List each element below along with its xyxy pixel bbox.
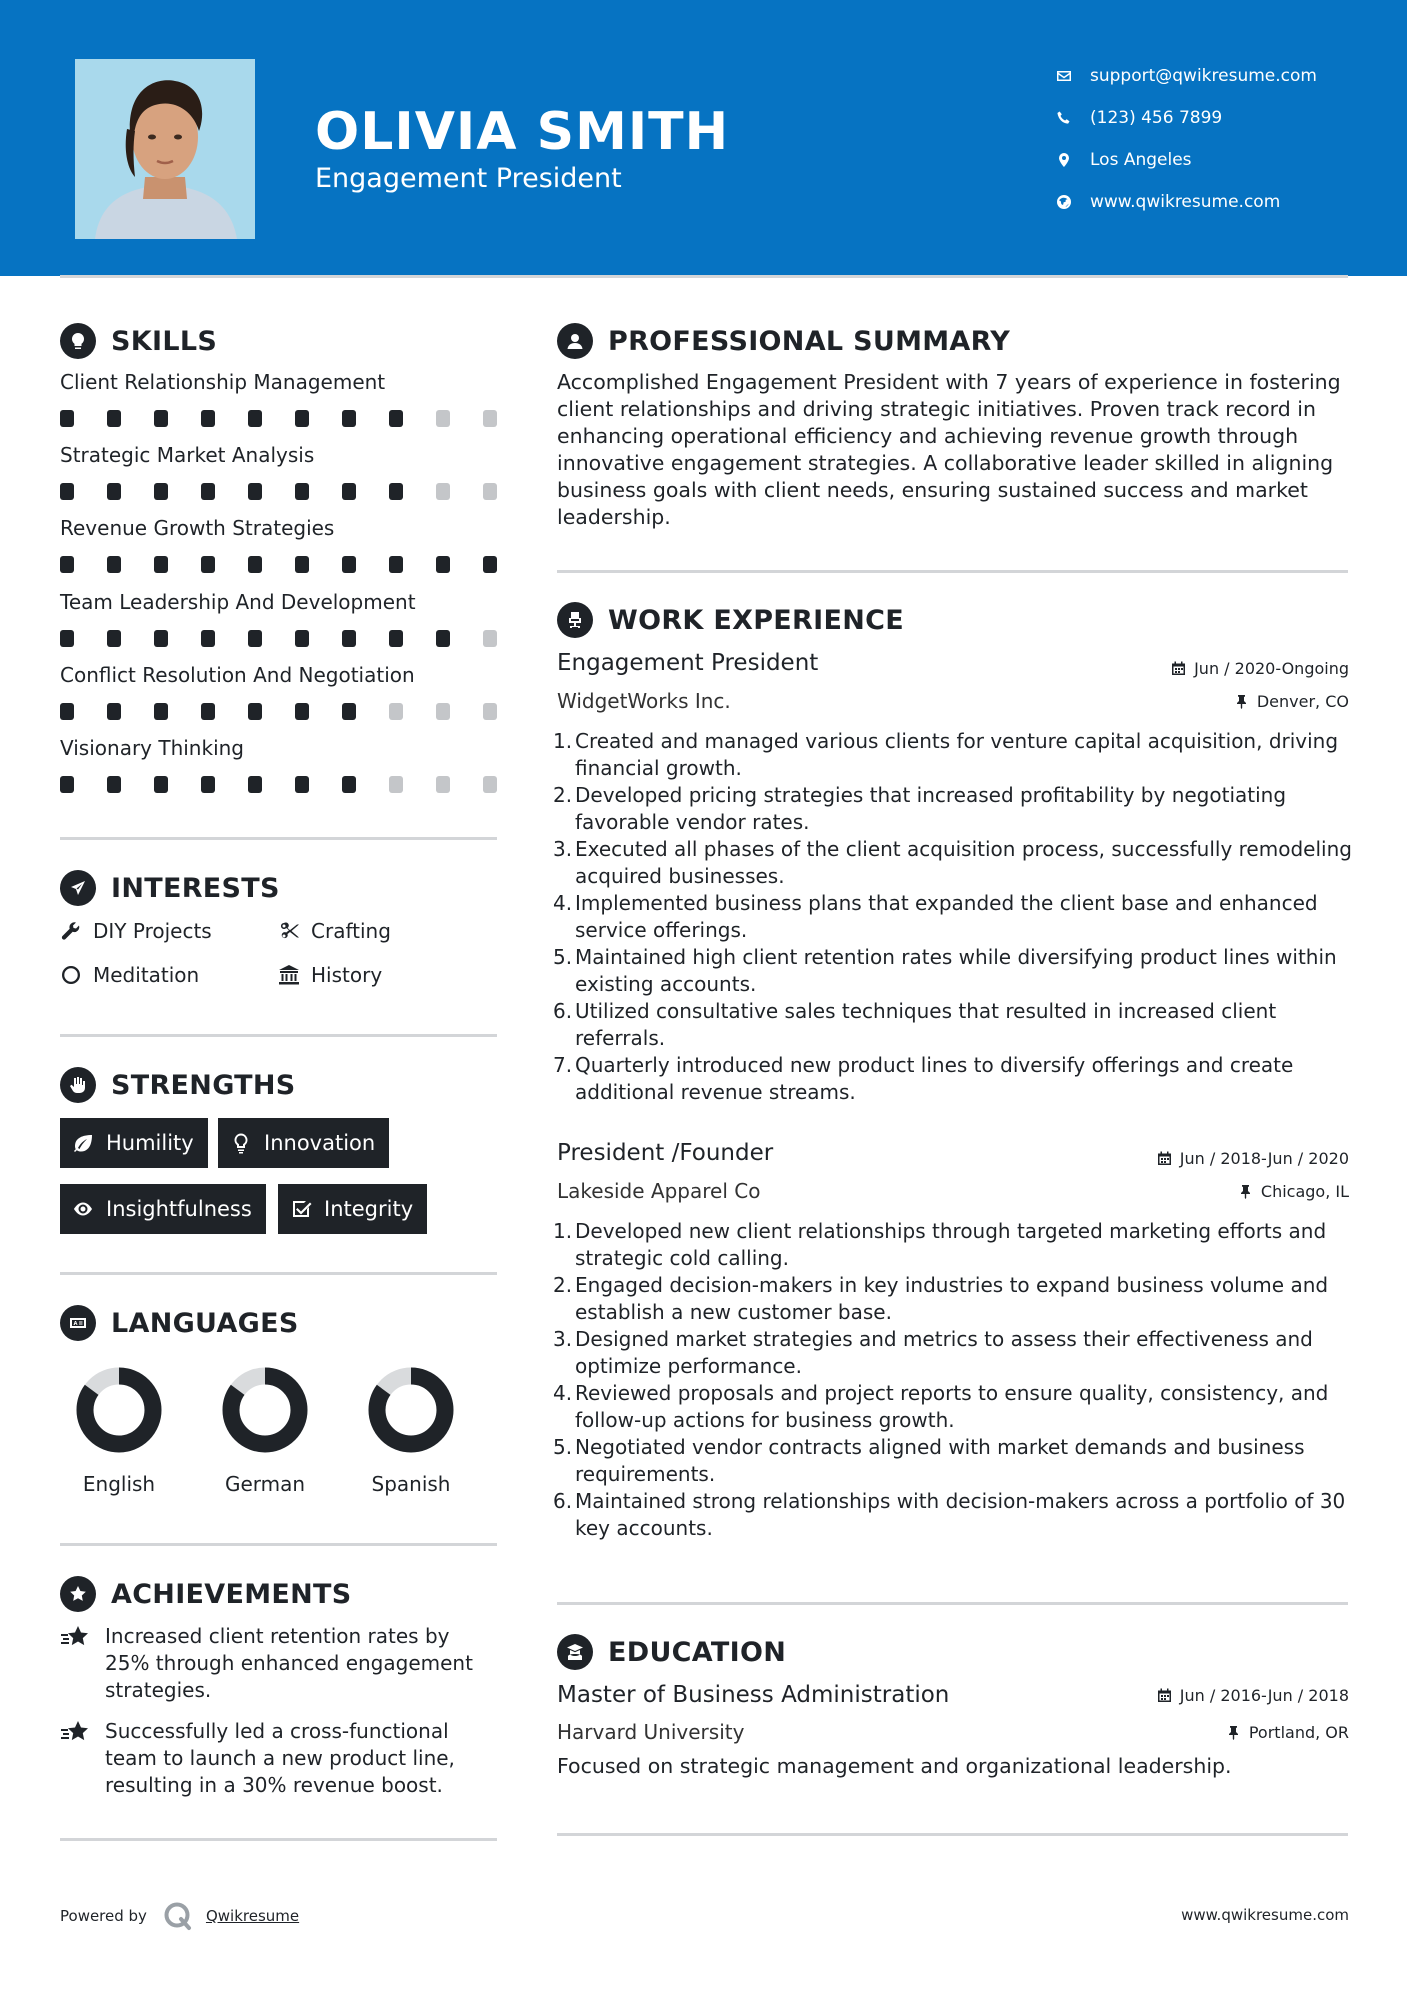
job-bullets xyxy=(553,1218,1353,1542)
contact-phone[interactable]: (123) 456 7899 xyxy=(1056,97,1386,139)
bullet-text: Utilized consultative sales techniques that resulted in increased client referrals. xyxy=(575,999,1277,1050)
language-proficiency-ring xyxy=(367,1366,455,1454)
rating-dot-filled xyxy=(60,703,74,720)
office-chair-icon xyxy=(557,602,593,638)
rating-dot-filled xyxy=(295,556,309,573)
rating-dot-filled xyxy=(295,703,309,720)
skill-item xyxy=(60,663,500,720)
bullet-number: 1. xyxy=(553,1219,573,1243)
skill-rating xyxy=(60,703,497,720)
rating-dot-filled xyxy=(248,556,262,573)
bullet-number: 7. xyxy=(553,1053,573,1077)
education-heading: EDUCATION xyxy=(557,1634,786,1670)
language-proficiency-ring xyxy=(221,1366,309,1454)
hand-icon xyxy=(60,1067,96,1103)
language-name: German xyxy=(224,1472,306,1496)
rating-dot-filled xyxy=(248,703,262,720)
divider xyxy=(60,1838,497,1841)
rating-dot-filled xyxy=(389,556,403,573)
experience-heading: WORK EXPERIENCE xyxy=(557,602,904,638)
eye-icon xyxy=(72,1198,94,1220)
skill-rating xyxy=(60,556,497,573)
bullet-number: 6. xyxy=(553,1489,573,1513)
bullet-item xyxy=(553,782,1353,836)
rating-dot-filled xyxy=(201,410,215,427)
rating-dot-filled xyxy=(342,776,356,793)
bullet-item xyxy=(553,1218,1353,1272)
contact-website[interactable]: www.qwikresume.com xyxy=(1056,181,1386,223)
education-description: Focused on strategic management and organizational leadership. xyxy=(557,1754,1232,1778)
divider xyxy=(557,570,1348,573)
education-degree: Master of Business Administration xyxy=(557,1682,950,1708)
rating-dot-filled xyxy=(107,410,121,427)
bullet-item xyxy=(553,1488,1353,1542)
circle-icon xyxy=(60,964,82,986)
header-divider xyxy=(60,275,1348,278)
education-school: Harvard University xyxy=(557,1720,745,1744)
contact-location: Los Angeles xyxy=(1056,139,1386,181)
skill-name: Visionary Thinking xyxy=(60,736,244,760)
bullet-item xyxy=(553,890,1353,944)
achievement-item: Increased client retention rates by 25% through enhanced engagement strategies. xyxy=(60,1623,500,1704)
rating-dot-filled xyxy=(342,703,356,720)
skill-item xyxy=(60,516,500,573)
divider xyxy=(557,1602,1348,1605)
rating-dot-filled xyxy=(107,556,121,573)
bullet-text: Maintained strong relationships with decision-makers across a portfolio of 30 key accounts. xyxy=(575,1489,1346,1540)
rating-dot-filled xyxy=(389,630,403,647)
rating-dot-filled xyxy=(389,483,403,500)
pushpin-icon xyxy=(1234,694,1249,709)
pushpin-icon xyxy=(1226,1725,1241,1740)
bullet-text: Maintained high client retention rates while diversifying product lines within existing accounts. xyxy=(575,945,1337,996)
job-bullets xyxy=(553,728,1353,1106)
bullet-text: Developed pricing strategies that increased profitability by negotiating favorable vendor rates. xyxy=(575,783,1287,834)
education-location: Portland, OR xyxy=(1226,1723,1349,1742)
rating-dot-filled xyxy=(154,630,168,647)
rating-dot-filled xyxy=(201,630,215,647)
interest-item: History xyxy=(278,963,382,987)
bullet-item xyxy=(553,836,1353,890)
bullet-number: 3. xyxy=(553,837,573,861)
brand-link[interactable]: Qwikresume xyxy=(205,1907,300,1925)
header-banner xyxy=(0,0,1407,276)
strength-tag: Integrity xyxy=(278,1184,427,1234)
divider xyxy=(60,1543,497,1546)
job-title: Engagement President xyxy=(557,650,819,676)
strength-tag: Humility xyxy=(60,1118,208,1168)
rating-dot-filled xyxy=(295,410,309,427)
bullet-item xyxy=(553,1326,1353,1380)
rating-dot-filled xyxy=(107,483,121,500)
rating-dot-filled xyxy=(436,630,450,647)
bullet-number: 1. xyxy=(553,729,573,753)
globe-icon xyxy=(1056,194,1090,210)
language-item xyxy=(54,1366,184,1496)
rating-dot-filled xyxy=(107,703,121,720)
rating-dot-filled xyxy=(154,556,168,573)
skill-item xyxy=(60,590,500,647)
contact-email[interactable]: support@qwikresume.com xyxy=(1056,55,1386,97)
candidate-title: Engagement President xyxy=(315,163,622,194)
bullet-number: 2. xyxy=(553,783,573,807)
rating-dot-empty xyxy=(483,483,497,500)
divider xyxy=(60,837,497,840)
rating-dot-filled xyxy=(248,483,262,500)
paper-plane-icon xyxy=(60,870,96,906)
skill-name: Revenue Growth Strategies xyxy=(60,516,335,540)
job-company: WidgetWorks Inc. xyxy=(557,689,731,713)
calendar-icon xyxy=(1157,1688,1172,1703)
skill-name: Team Leadership And Development xyxy=(60,590,416,614)
job-company: Lakeside Apparel Co xyxy=(557,1179,761,1203)
skill-rating xyxy=(60,483,497,500)
rating-dot-empty xyxy=(483,776,497,793)
divider xyxy=(60,1034,497,1037)
envelope-icon xyxy=(1056,68,1090,84)
job-location: Chicago, IL xyxy=(1238,1182,1349,1201)
rating-dot-filled xyxy=(60,483,74,500)
rating-dot-filled xyxy=(342,483,356,500)
rating-dot-filled xyxy=(154,703,168,720)
bullet-number: 6. xyxy=(553,999,573,1023)
skill-name: Client Relationship Management xyxy=(60,370,386,394)
rating-dot-filled xyxy=(60,776,74,793)
bank-icon xyxy=(278,964,300,986)
wrench-icon xyxy=(60,920,82,942)
bullet-item xyxy=(553,998,1353,1052)
check-square-icon xyxy=(290,1198,312,1220)
interest-item: Meditation xyxy=(60,963,199,987)
skill-rating xyxy=(60,776,497,793)
skill-item xyxy=(60,443,500,500)
languages-heading: LANGUAGES xyxy=(60,1305,299,1341)
summary-heading: PROFESSIONAL SUMMARY xyxy=(557,323,1010,359)
scissors-icon xyxy=(278,920,300,942)
skill-name: Conflict Resolution And Negotiation xyxy=(60,663,415,687)
skill-rating xyxy=(60,630,497,647)
language-name: English xyxy=(82,1472,156,1496)
rating-dot-filled xyxy=(154,483,168,500)
calendar-icon xyxy=(1157,1151,1172,1166)
skill-rating xyxy=(60,410,497,427)
rating-dot-filled xyxy=(248,776,262,793)
bullet-text: Negotiated vendor contracts aligned with market demands and business requirements. xyxy=(575,1435,1305,1486)
footer-powered-by: Powered by Qwikresume xyxy=(60,1900,299,1932)
achievement-item: Successfully led a cross-functional team to launch a new product line, resulting in a 30% revenue boost. xyxy=(60,1718,500,1799)
bullet-item xyxy=(553,944,1353,998)
interest-item: DIY Projects xyxy=(60,919,212,943)
rating-dot-filled xyxy=(389,410,403,427)
rating-dot-filled xyxy=(201,483,215,500)
rating-dot-filled xyxy=(248,410,262,427)
rating-dot-filled xyxy=(201,703,215,720)
rating-dot-filled xyxy=(154,776,168,793)
rating-dot-empty xyxy=(483,703,497,720)
bullet-number: 3. xyxy=(553,1327,573,1351)
bullet-item xyxy=(553,1380,1353,1434)
map-pin-icon xyxy=(1056,152,1090,168)
rating-dot-filled xyxy=(436,556,450,573)
bullet-text: Implemented business plans that expanded the client base and enhanced service offerings. xyxy=(575,891,1318,942)
bullet-text: Created and managed various clients for venture capital acquisition, driving financial growth. xyxy=(575,729,1339,780)
bullet-item xyxy=(553,728,1353,782)
profile-photo xyxy=(75,59,255,239)
skill-item xyxy=(60,370,500,427)
language-proficiency-ring xyxy=(75,1366,163,1454)
rating-dot-filled xyxy=(60,410,74,427)
rating-dot-filled xyxy=(342,630,356,647)
rating-dot-filled xyxy=(295,776,309,793)
rating-dot-filled xyxy=(342,556,356,573)
rating-dot-empty xyxy=(483,410,497,427)
rating-dot-filled xyxy=(342,410,356,427)
bullet-text: Reviewed proposals and project reports to ensure quality, consistency, and follow-up actions for business growth. xyxy=(575,1381,1329,1432)
rating-dot-empty xyxy=(483,630,497,647)
bullet-item xyxy=(553,1272,1353,1326)
rating-dot-empty xyxy=(436,776,450,793)
rating-dot-filled xyxy=(483,556,497,573)
rating-dot-filled xyxy=(201,776,215,793)
lightbulb-icon xyxy=(230,1132,252,1154)
rating-dot-empty xyxy=(436,410,450,427)
interests-heading: INTERESTS xyxy=(60,870,280,906)
rating-dot-filled xyxy=(201,556,215,573)
rating-dot-filled xyxy=(60,630,74,647)
bullet-number: 4. xyxy=(553,891,573,915)
language-icon xyxy=(60,1305,96,1341)
language-item xyxy=(200,1366,330,1496)
star-badge-icon xyxy=(60,1576,96,1612)
bullet-number: 5. xyxy=(553,945,573,969)
bullet-text: Executed all phases of the client acquisition process, successfully remodeling acquired businesses. xyxy=(575,837,1352,888)
skill-name: Strategic Market Analysis xyxy=(60,443,315,467)
summary-text: Accomplished Engagement President with 7 years of experience in fostering client relationships and driving strategic initiatives. Proven track record in enhancing operational efficiency and achieving revenue growth through innovative engagement strategies. A collaborative leader skilled in aligning business goals with client needs, ensuring sustained success and market leadership. xyxy=(557,370,1341,529)
rating-dot-filled xyxy=(60,556,74,573)
job-dates: Jun / 2020-Ongoing xyxy=(1171,659,1349,678)
portrait-image xyxy=(75,59,255,239)
divider xyxy=(557,1833,1348,1836)
divider xyxy=(60,1272,497,1275)
rating-dot-filled xyxy=(107,776,121,793)
lightbulb-icon xyxy=(60,323,96,359)
rating-dot-filled xyxy=(154,410,168,427)
strength-tag: Innovation xyxy=(218,1118,389,1168)
bullet-number: 4. xyxy=(553,1381,573,1405)
job-location: Denver, CO xyxy=(1234,692,1349,711)
education-dates: Jun / 2016-Jun / 2018 xyxy=(1157,1686,1349,1705)
strengths-heading: STRENGTHS xyxy=(60,1067,296,1103)
footer-website[interactable]: www.qwikresume.com xyxy=(1181,1906,1349,1924)
qwikresume-logo-icon xyxy=(162,1900,194,1932)
bullet-text: Developed new client relationships through targeted marketing efforts and strategic cold calling. xyxy=(575,1219,1327,1270)
bullet-number: 5. xyxy=(553,1435,573,1459)
language-item xyxy=(346,1366,476,1496)
strength-tag: Insightfulness xyxy=(60,1184,266,1234)
job-dates: Jun / 2018-Jun / 2020 xyxy=(1157,1149,1349,1168)
rating-dot-empty xyxy=(436,703,450,720)
rating-dot-filled xyxy=(248,630,262,647)
leaf-icon xyxy=(72,1132,94,1154)
interest-item: Crafting xyxy=(278,919,391,943)
star-icon xyxy=(60,1720,90,1746)
calendar-icon xyxy=(1171,661,1186,676)
language-name: Spanish xyxy=(371,1472,451,1496)
bullet-number: 2. xyxy=(553,1273,573,1297)
rating-dot-empty xyxy=(389,776,403,793)
bullet-text: Designed market strategies and metrics to assess their effectiveness and optimize performance. xyxy=(575,1327,1313,1378)
user-icon xyxy=(557,323,593,359)
graduate-icon xyxy=(557,1634,593,1670)
skill-item xyxy=(60,736,500,793)
rating-dot-filled xyxy=(107,630,121,647)
bullet-text: Quarterly introduced new product lines to diversify offerings and create additional revenue streams. xyxy=(575,1053,1294,1104)
rating-dot-filled xyxy=(295,630,309,647)
star-icon xyxy=(60,1625,90,1651)
achievements-heading: ACHIEVEMENTS xyxy=(60,1576,352,1612)
bullet-text: Engaged decision-makers in key industries to expand business volume and establish a new customer base. xyxy=(575,1273,1329,1324)
pushpin-icon xyxy=(1238,1184,1253,1199)
rating-dot-empty xyxy=(389,703,403,720)
rating-dot-filled xyxy=(295,483,309,500)
contact-list xyxy=(1056,55,1386,223)
rating-dot-empty xyxy=(436,483,450,500)
skills-heading: SKILLS xyxy=(60,323,217,359)
candidate-name: OLIVIA SMITH xyxy=(315,102,730,162)
bullet-item xyxy=(553,1434,1353,1488)
phone-icon xyxy=(1056,110,1090,126)
bullet-item xyxy=(553,1052,1353,1106)
job-title: President /Founder xyxy=(557,1140,774,1166)
